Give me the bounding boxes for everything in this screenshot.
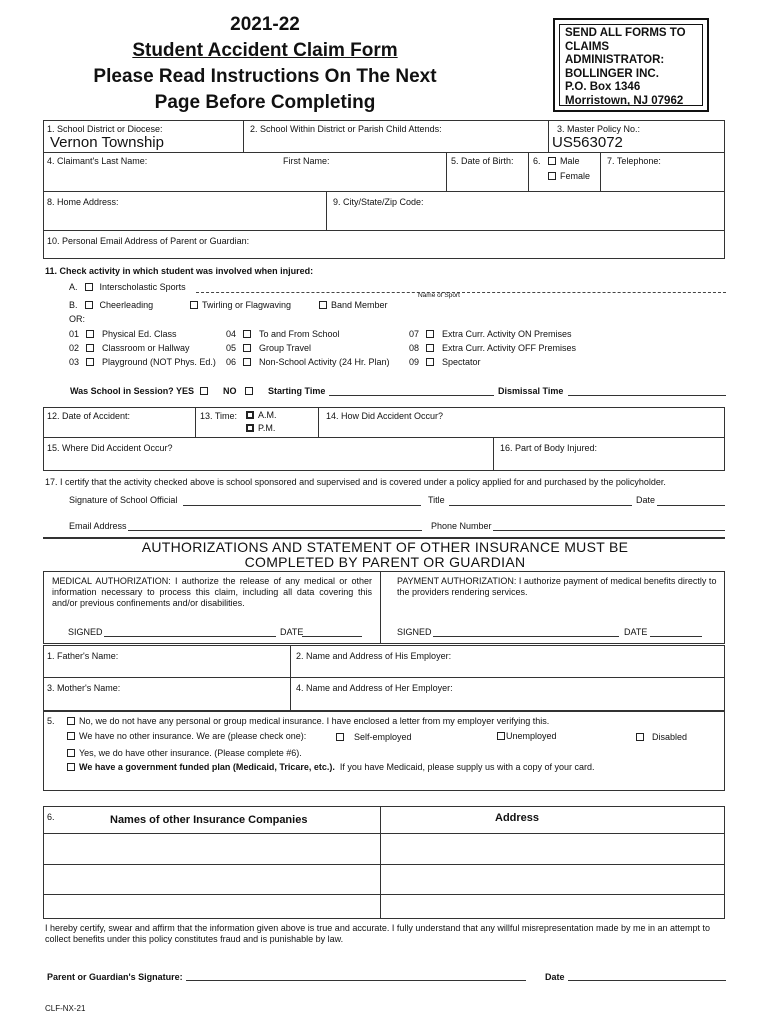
last-name-field[interactable] <box>47 170 267 188</box>
in-session-yes-checkbox[interactable] <box>200 387 208 395</box>
telephone-field[interactable] <box>607 170 719 188</box>
or-label: OR: <box>69 314 86 324</box>
activity-codes <box>69 329 629 371</box>
insurance-address-header: Address <box>495 812 540 824</box>
twirling-label: Twirling or Flagwaving <box>202 300 292 310</box>
father-name-field[interactable] <box>47 662 285 675</box>
activity-code-number: 02 <box>69 343 80 353</box>
has-other-insurance-checkbox[interactable] <box>67 749 75 757</box>
activity-code-checkbox[interactable] <box>426 358 434 366</box>
official-phone-field[interactable] <box>493 530 725 531</box>
payment-signed-label: SIGNED <box>397 627 432 637</box>
official-phone-label: Phone Number <box>431 521 492 531</box>
activity-code-option[interactable] <box>426 357 481 368</box>
parent-signature-label: Parent or Guardian's Signature: <box>47 972 183 982</box>
form-title-block <box>40 12 490 116</box>
activity-code-number: 05 <box>226 343 237 353</box>
gender-label: 6. <box>533 156 541 166</box>
body-part-label: 16. Part of Body Injured: <box>500 443 598 453</box>
activity-b-letter: B. <box>69 300 78 310</box>
government-plan-checkbox[interactable] <box>67 763 75 771</box>
parent-email-field[interactable] <box>275 234 715 254</box>
activity-code-checkbox[interactable] <box>86 344 94 352</box>
father-name-label: 1. Father's Name: <box>47 651 119 661</box>
mother-employer-field[interactable] <box>296 695 721 708</box>
title-field[interactable] <box>449 505 632 506</box>
school-district-label: 1. School District or Diocese: <box>47 124 163 134</box>
no-insurance-checkbox[interactable] <box>67 717 75 725</box>
male-checkbox[interactable] <box>548 157 556 165</box>
activity-code-label: Physical Ed. Class <box>102 329 177 339</box>
female-checkbox[interactable] <box>548 172 556 180</box>
where-occur-label: 15. Where Did Accident Occur? <box>47 443 173 453</box>
activity-code-row <box>69 357 629 371</box>
activity-code-option[interactable] <box>86 343 190 354</box>
first-name-field[interactable] <box>283 170 438 188</box>
in-session-no-label: NO <box>223 386 237 396</box>
home-address-label: 8. Home Address: <box>47 197 119 207</box>
no-insurance-option[interactable] <box>67 716 549 727</box>
am-label: A.M. <box>258 410 277 420</box>
authorizations-heading-line-1: AUTHORIZATIONS AND STATEMENT OF OTHER INSURANCE MUST BE <box>141 539 629 555</box>
send-forms-box <box>553 18 709 112</box>
activity-code-option[interactable] <box>243 343 311 354</box>
unemployed-checkbox[interactable] <box>497 732 505 740</box>
parent-date-field[interactable] <box>568 980 726 981</box>
in-session-yes-label: Was School in Session? YES <box>70 386 195 396</box>
activity-code-option[interactable] <box>243 329 340 340</box>
activity-code-number: 09 <box>409 357 420 367</box>
accident-time-label: 13. Time: <box>200 411 238 421</box>
no-other-insurance-label: We have no other insurance. We are (please check one): <box>79 731 307 741</box>
activity-code-checkbox[interactable] <box>243 330 251 338</box>
activity-code-number: 03 <box>69 357 80 367</box>
disabled-checkbox[interactable] <box>636 733 644 741</box>
master-policy-label: 3. Master Policy No.: <box>557 124 641 134</box>
telephone-label: 7. Telephone: <box>607 156 661 166</box>
activity-code-number: 07 <box>409 329 420 339</box>
pm-option[interactable] <box>246 423 275 434</box>
city-state-zip-field[interactable] <box>333 210 718 228</box>
starting-time-label: Starting Time <box>268 386 326 396</box>
activity-code-label: Extra Curr. Activity ON Premises <box>442 329 572 339</box>
activity-code-number: 04 <box>226 329 237 339</box>
activity-code-label: Non-School Activity (24 Hr. Plan) <box>259 357 390 367</box>
male-option[interactable] <box>548 156 580 167</box>
disabled-option[interactable] <box>636 732 687 743</box>
activity-code-number: 01 <box>69 329 80 339</box>
last-name-label: 4. Claimant's Last Name: <box>47 156 148 166</box>
activity-code-row <box>69 343 629 357</box>
has-other-insurance-label: Yes, we do have other insurance. (Please complete #6). <box>79 748 302 758</box>
insurance-company-1-field[interactable] <box>47 837 375 861</box>
parent-email-label: 10. Personal Email Address of Parent or Guardian: <box>47 236 250 246</box>
activity-code-checkbox[interactable] <box>243 344 251 352</box>
instructions-line-2: Page Before Completing <box>154 92 376 113</box>
official-date-label: Date <box>636 495 656 505</box>
activity-code-label: Classroom or Hallway <box>102 343 190 353</box>
male-label: Male <box>560 156 580 166</box>
authorizations-heading-line-2: COMPLETED BY PARENT OR GUARDIAN <box>244 554 526 570</box>
female-option[interactable] <box>548 171 590 182</box>
insurance-address-1-field[interactable] <box>385 837 720 861</box>
school-district-field[interactable]: Vernon Township <box>50 134 164 151</box>
no-other-insurance-option[interactable] <box>67 731 306 742</box>
activity-code-label: Playground (NOT Phys. Ed.) <box>102 357 216 367</box>
activity-code-checkbox[interactable] <box>426 330 434 338</box>
medical-signed-label: SIGNED <box>68 627 103 637</box>
insurance-address-2-field[interactable] <box>385 867 720 891</box>
mother-name-label: 3. Mother's Name: <box>47 683 121 693</box>
parent-signature-field[interactable] <box>186 980 526 981</box>
send-line-2: CLAIMS <box>565 40 610 53</box>
home-address-field[interactable] <box>47 210 319 228</box>
instructions-line-1: Please Read Instructions On The Next <box>93 66 437 87</box>
payment-date-field[interactable] <box>650 636 702 637</box>
cheerleading-checkbox[interactable] <box>85 301 93 309</box>
send-line-6: Morristown, NJ 07962 <box>565 94 684 107</box>
disabled-label: Disabled <box>652 732 688 742</box>
activity-code-label: Extra Curr. Activity OFF Premises <box>442 343 577 353</box>
school-in-session-row <box>70 386 212 397</box>
activity-code-label: Spectator <box>442 357 481 367</box>
activity-code-number: 06 <box>226 357 237 367</box>
form-title: Student Accident Claim Form <box>132 40 398 61</box>
school-attended-label: 2. School Within District or Parish Child Attends: <box>250 124 442 134</box>
pm-checkbox[interactable] <box>246 424 254 432</box>
insurance-section-number: 5. <box>47 716 55 726</box>
payment-authorization-text: PAYMENT AUTHORIZATION: I authorize payment of medical benefits directly to the providers rendering services. <box>397 576 717 597</box>
dob-field[interactable] <box>451 170 523 188</box>
activity-code-option[interactable] <box>86 329 177 340</box>
insurance-company-3-field[interactable] <box>47 897 375 916</box>
interscholastic-label: Interscholastic Sports <box>99 282 186 292</box>
master-policy-field[interactable]: US563072 <box>552 134 623 151</box>
title-label: Title <box>428 495 445 505</box>
dismissal-time-field[interactable] <box>568 395 726 396</box>
pm-label: P.M. <box>258 423 276 433</box>
medical-date-field[interactable] <box>302 636 362 637</box>
first-name-label: First Name: <box>283 156 330 166</box>
send-line-1: SEND ALL FORMS TO <box>565 27 686 39</box>
form-code: CLF-NX-21 <box>45 1004 86 1013</box>
activity-code-option[interactable] <box>426 343 576 354</box>
medicaid-note: If you have Medicaid, please supply us with a copy of your card. <box>339 762 595 772</box>
dob-label: 5. Date of Birth: <box>451 156 514 166</box>
sport-name-line[interactable] <box>196 292 726 293</box>
payment-signature-field[interactable] <box>433 636 619 637</box>
authorizations-heading <box>40 540 730 570</box>
self-employed-label: Self-employed <box>354 732 412 742</box>
official-email-label: Email Address <box>69 521 127 531</box>
female-label: Female <box>560 171 591 181</box>
medical-date-label: DATE <box>280 627 304 637</box>
activity-code-row <box>69 329 629 343</box>
insurance-address-3-field[interactable] <box>385 897 720 916</box>
medical-authorization-text: MEDICAL AUTHORIZATION: I authorize the release of any medical or other information necessary to process this claim, including all data covering this and/or previous confinements and/or disabilities. <box>52 576 372 608</box>
other-insurance-number: 6. <box>47 812 55 822</box>
school-official-sig-label: Signature of School Official <box>69 495 178 505</box>
school-attended-field[interactable] <box>250 136 540 150</box>
has-other-insurance-option[interactable] <box>67 748 302 759</box>
official-date-field[interactable] <box>657 505 725 506</box>
school-official-sig-field[interactable] <box>183 505 421 506</box>
activity-code-checkbox[interactable] <box>243 358 251 366</box>
official-email-field[interactable] <box>128 530 422 531</box>
mother-name-field[interactable] <box>47 695 285 708</box>
band-option[interactable] <box>319 300 388 311</box>
fraud-affirmation: I hereby certify, swear and affirm that the information given above is true and accurate. I fully understand that any willful misrepresentation made by me in an attempt to collect benefits under this policy constitutes fraud and is punishable by law. <box>45 923 711 944</box>
activity-code-option[interactable] <box>86 357 216 368</box>
activity-code-checkbox[interactable] <box>86 358 94 366</box>
government-plan-option[interactable] <box>67 762 595 773</box>
parent-date-label: Date <box>545 972 565 982</box>
activity-code-checkbox[interactable] <box>86 330 94 338</box>
activity-code-option[interactable] <box>426 329 572 340</box>
send-line-5: P.O. Box 1346 <box>565 81 641 93</box>
no-other-insurance-checkbox[interactable] <box>67 732 75 740</box>
mother-employer-label: 4. Name and Address of Her Employer: <box>296 683 453 693</box>
insurance-company-2-field[interactable] <box>47 867 375 891</box>
dismissal-time-label: Dismissal Time <box>498 386 564 396</box>
activity-code-option[interactable] <box>243 357 390 368</box>
activity-code-checkbox[interactable] <box>426 344 434 352</box>
father-employer-field[interactable] <box>296 662 721 675</box>
in-session-no-option[interactable] <box>223 386 257 397</box>
payment-date-label: DATE <box>624 627 648 637</box>
self-employed-option[interactable] <box>336 732 412 743</box>
activity-code-label: To and From School <box>259 329 340 339</box>
city-state-zip-label: 9. City/State/Zip Code: <box>333 197 424 207</box>
self-employed-checkbox[interactable] <box>336 733 344 741</box>
band-checkbox[interactable] <box>319 301 327 309</box>
unemployed-option[interactable] <box>497 731 557 742</box>
activity-heading: 11. Check activity in which student was involved when injured: <box>45 266 314 276</box>
am-option[interactable] <box>246 410 277 421</box>
accident-date-label: 12. Date of Accident: <box>47 411 131 421</box>
starting-time-field[interactable] <box>329 395 494 396</box>
insurance-names-header: Names of other Insurance Companies <box>110 814 308 826</box>
send-line-3: ADMINISTRATOR: <box>565 54 665 66</box>
activity-code-number: 08 <box>409 343 420 353</box>
in-session-no-checkbox[interactable] <box>245 387 253 395</box>
interscholastic-checkbox[interactable] <box>85 283 93 291</box>
twirling-checkbox[interactable] <box>190 301 198 309</box>
form-year: 2021-22 <box>230 14 300 35</box>
no-insurance-label: No, we do not have any personal or group medical insurance. I have enclosed a letter from my employer verifying this. <box>79 716 550 726</box>
activity-code-label: Group Travel <box>259 343 312 353</box>
activity-b-row <box>69 300 153 311</box>
father-employer-label: 2. Name and Address of His Employer: <box>296 651 452 661</box>
government-plan-label: We have a government funded plan (Medicaid, Tricare, etc.). <box>79 762 335 772</box>
name-of-sport-caption: Name of Sport <box>418 292 460 299</box>
send-line-4: BOLLINGER INC. <box>565 67 659 80</box>
certify-statement: 17. I certify that the activity checked above is school sponsored and supervised and is covered under a policy applied for and purchased by the policyholder. <box>45 477 666 487</box>
activity-a-row <box>69 282 186 293</box>
unemployed-label: Unemployed <box>506 731 557 741</box>
am-checkbox[interactable] <box>246 411 254 419</box>
band-label: Band Member <box>331 300 388 310</box>
medical-signature-field[interactable] <box>104 636 276 637</box>
twirling-option[interactable] <box>190 300 291 311</box>
how-occur-label: 14. How Did Accident Occur? <box>326 411 444 421</box>
activity-a-letter: A. <box>69 282 78 292</box>
cheerleading-label: Cheerleading <box>99 300 154 310</box>
